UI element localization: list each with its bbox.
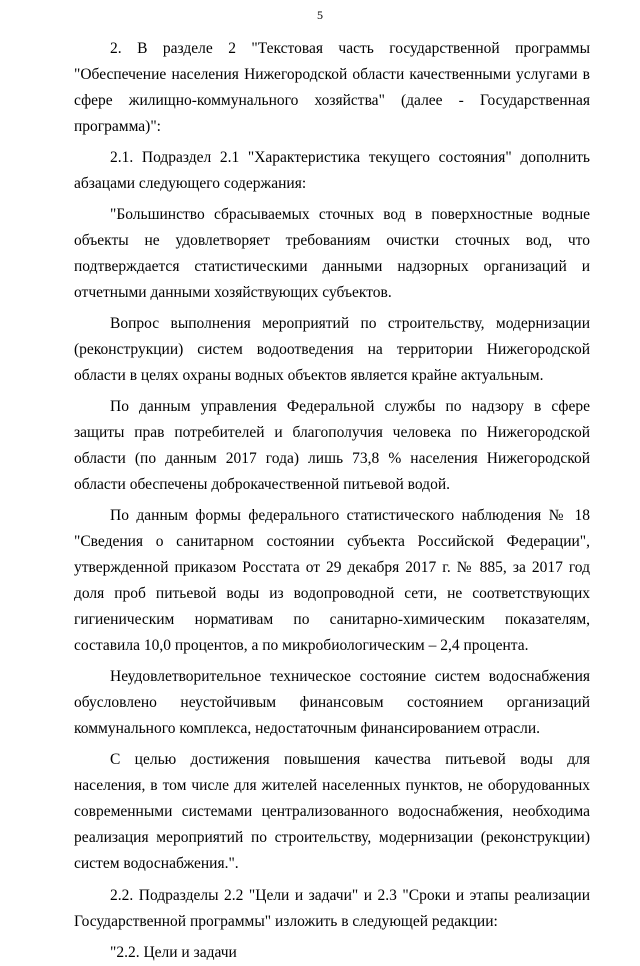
paragraph-wastewater: "Большинство сбрасываемых сточных вод в поверхностные водные объекты не удовлетворяет требованиям очистки сточных вод, что подтверждается статистическими данными надзорных организаций и отчетными данными хозяйствующих субъектов.: [74, 206, 590, 301]
paragraph-section-2-intro: 2. В разделе 2 "Текстовая часть государственной программы "Обеспечение населения Нижегородской области качественными услугами в сфере жилищно-коммунального хозяйства" (далее - Государственная программа)":: [74, 40, 590, 135]
heading-goals-and-tasks: "2.2. Цели и задачи: [110, 944, 237, 961]
paragraph-statistics: По данным формы федерального статистического наблюдения № 18 "Сведения о санитарном состоянии субъекта Российской Федерации", утвержденной приказом Росстата от 29 декабря 2017 г. № 885, за 2017 год доля проб питьевой воды из водопроводной сети, не соответствующих гигиеническим нормативам по санитарно-химическим показателям, составила 10,0 процентов, а по микробиологическим – 2,4 процента.: [74, 507, 590, 654]
paragraph-subsections-2-2-2-3: 2.2. Подразделы 2.2 "Цели и задачи" и 2.3 "Сроки и этапы реализации Государственной программы" изложить в следующей редакции:: [74, 887, 590, 930]
document-body: [74, 36, 590, 966]
paragraph-technical-state: Неудовлетворительное техническое состояние систем водоснабжения обусловлено неустойчивым финансовым состоянием организаций коммунального комплекса, недостаточным финансированием отрасли.: [74, 668, 590, 737]
paragraph-reconstruction: Вопрос выполнения мероприятий по строительству, модернизации (реконструкции) систем водоотведения на территории Нижегородской области в целях охраны водных объектов является крайне актуальным.: [74, 315, 590, 384]
paragraph-subsection-2-1: 2.1. Подраздел 2.1 "Характеристика текущего состояния" дополнить абзацами следующего содержания:: [74, 149, 590, 192]
page-number: 5: [317, 8, 323, 22]
paragraph-drinking-water-share: По данным управления Федеральной службы по надзору в сфере защиты прав потребителей и благополучия человека по Нижегородской области (по данным 2017 года) лишь 73,8 % населения Нижегородской области обеспечены доброкачественной питьевой водой.: [74, 398, 590, 493]
paragraph-quality-goal: С целью достижения повышения качества питьевой воды для населения, в том числе для жителей населенных пунктов, не оборудованных современными системами централизованного водоснабжения, необходима реализация мероприятий по строительству, модернизации (реконструкции) систем водоснабжения.".: [74, 751, 590, 872]
